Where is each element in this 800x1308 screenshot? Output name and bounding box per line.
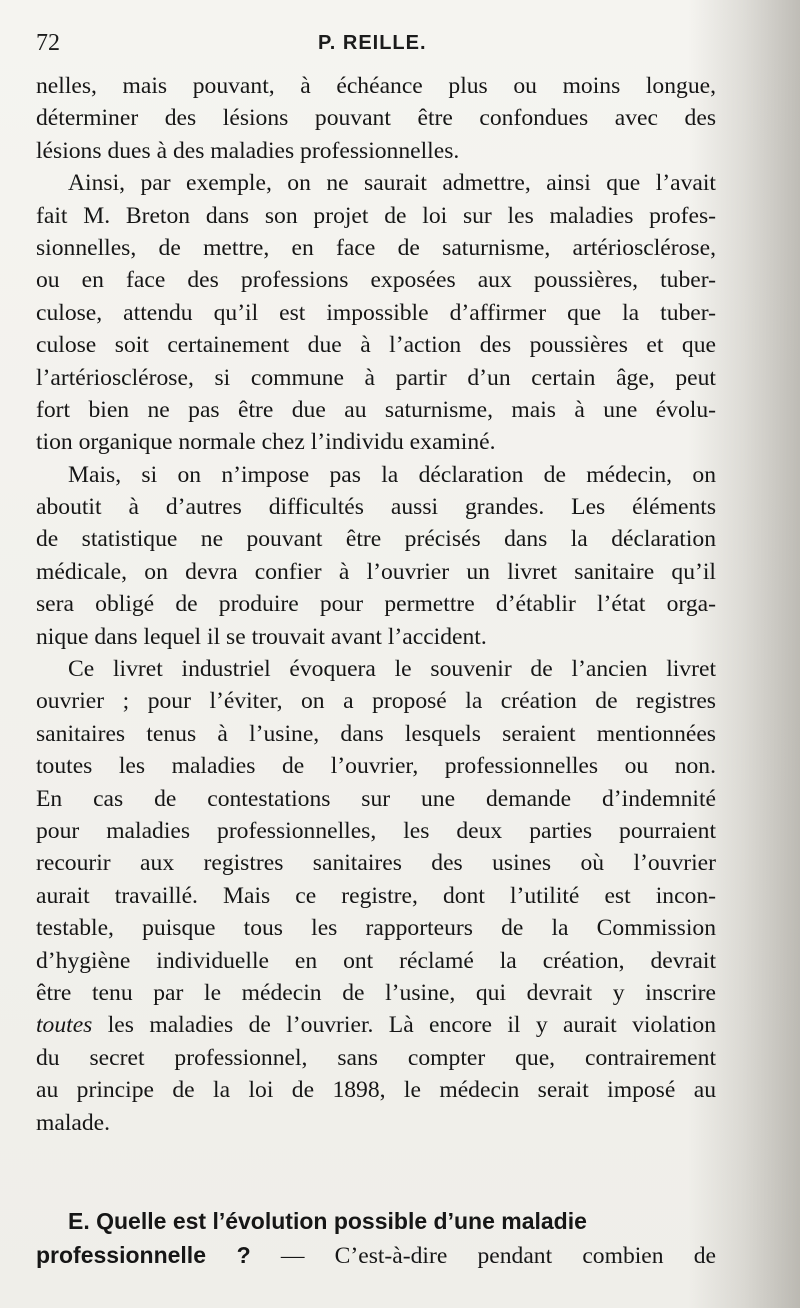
text-line: lésions dues à des maladies professionnelles. xyxy=(36,137,460,164)
text-line: être tenu par le médecin de l’usine, qui devrait y inscrire xyxy=(36,979,716,1006)
text-line: Mais, si on n’impose pas la déclaration de médecin, on xyxy=(68,461,716,488)
running-head: P. REILLE. xyxy=(318,32,427,54)
text-line: tion organique normale chez l’individu examiné. xyxy=(36,429,496,456)
text-fragment: les maladies de l’ouvrier. Là encore il y aurait violation xyxy=(92,1012,716,1039)
text-line: aurait travaillé. Mais ce registre, dont l’utilité est incon- xyxy=(36,882,716,909)
text-line: au principe de la loi de 1898, le médecin serait imposé au xyxy=(36,1077,716,1104)
body-text xyxy=(36,70,716,1139)
text-line: pour maladies professionnelles, les deux parties pourraient xyxy=(36,817,716,844)
text-line: fort bien ne pas être due au saturnisme, mais à une évolu- xyxy=(36,396,716,423)
text-line: Ainsi, par exemple, on ne saurait admettre, ainsi que l’avait xyxy=(68,170,716,197)
text-line-italic xyxy=(36,1009,716,1041)
text-line: En cas de contestations sur une demande d’indemnité xyxy=(36,785,716,812)
text-line: du secret professionnel, sans compter que, contrairement xyxy=(36,1044,716,1071)
text-line: ou en face des professions exposées aux poussières, tuber- xyxy=(36,267,716,294)
text-line: l’artériosclérose, si commune à partir d’un certain âge, peut xyxy=(36,364,716,391)
text-line: aboutit à d’autres difficultés aussi grandes. Les éléments xyxy=(36,494,716,521)
italic-word: toutes xyxy=(36,1012,93,1039)
text-line: recourir aux registres sanitaires des usines où l’ouvrier xyxy=(36,850,716,877)
text-line: déterminer des lésions pouvant être confondues avec des xyxy=(36,105,716,132)
text-line: de statistique ne pouvant être précisés dans la déclaration xyxy=(36,526,716,553)
text-line: nique dans lequel il se trouvait avant l’accident. xyxy=(36,623,487,650)
text-line: testable, puisque tous les rapporteurs de la Commission xyxy=(36,915,716,942)
section-heading-line2: professionnelle ? xyxy=(36,1242,251,1268)
text-line: ouvrier ; pour l’éviter, on a proposé la création de registres xyxy=(36,688,716,715)
section-e xyxy=(36,1204,716,1272)
text-line: toutes les maladies de l’ouvrier, professionnelles ou non. xyxy=(36,753,716,780)
text-line: Ce livret industriel évoquera le souvenir de l’ancien livret xyxy=(68,656,716,683)
text-line: sera obligé de produire pour permettre d’établir l’état orga- xyxy=(36,591,716,618)
section-heading: E. Quelle est l’évolution possible d’une maladie xyxy=(68,1208,587,1234)
text-line: malade. xyxy=(36,1109,111,1136)
text-line: nelles, mais pouvant, à échéance plus ou moins longue, xyxy=(36,73,716,99)
text-line: culose, attendu qu’il est impossible d’affirmer que la tuber- xyxy=(36,299,716,326)
text-line: sanitaires tenus à l’usine, dans lesquels seraient mentionnées xyxy=(36,720,716,747)
section-continuation-text: — C’est-à-dire pendant combien de xyxy=(250,1243,716,1269)
section-heading-continuation xyxy=(36,1238,716,1272)
text-line: d’hygiène individuelle en ont réclamé la création, devrait xyxy=(36,947,716,974)
text-line: fait M. Breton dans son projet de loi sur les maladies profes- xyxy=(36,202,716,229)
text-line: médicale, on devra confier à l’ouvrier un livret sanitaire qu’il xyxy=(36,558,716,585)
page-number: 72 xyxy=(36,30,60,56)
page-header xyxy=(36,30,730,62)
text-line: culose soit certainement due à l’action des poussières et que xyxy=(36,332,716,359)
text-line: sionnelles, de mettre, en face de saturnisme, artériosclérose, xyxy=(36,234,716,261)
